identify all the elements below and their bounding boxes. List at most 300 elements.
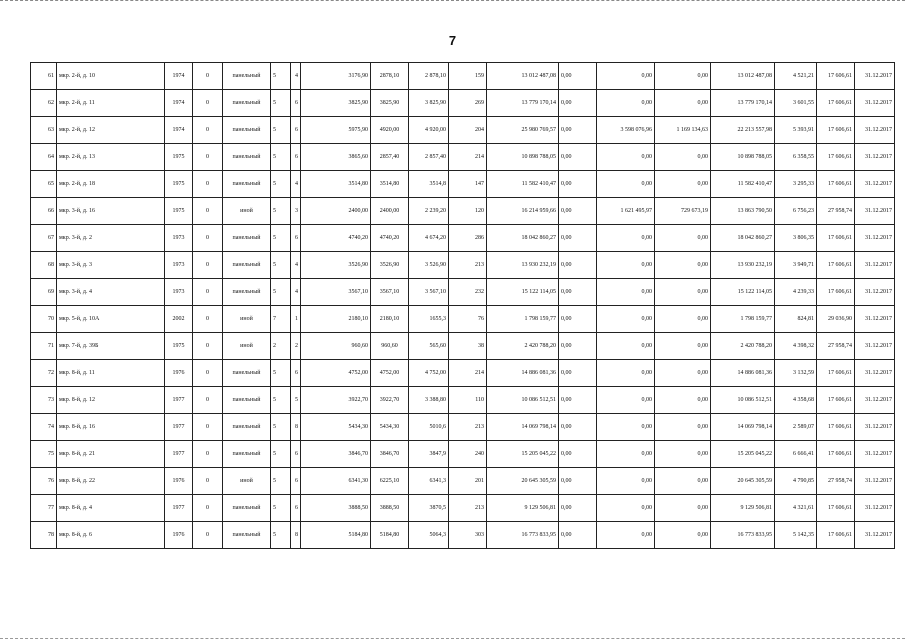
- table-cell: 0,00: [559, 441, 597, 468]
- table-cell: 5: [271, 117, 291, 144]
- table-cell: 1977: [165, 441, 193, 468]
- table-cell: мкр. 8-й, д. 4: [57, 495, 165, 522]
- table-row: [31, 333, 895, 360]
- table-cell: 1973: [165, 279, 193, 306]
- table-cell: 2180,10: [371, 306, 409, 333]
- table-cell: 18 042 860,27: [711, 225, 775, 252]
- table-cell: 1: [291, 306, 301, 333]
- table-cell: 17 606,61: [817, 387, 855, 414]
- table-cell: 31.12.2017: [855, 522, 895, 549]
- table-cell: 0,00: [559, 225, 597, 252]
- table-cell: 286: [449, 225, 487, 252]
- table-cell: 0,00: [559, 387, 597, 414]
- table-cell: 5: [271, 90, 291, 117]
- table-cell: 6341,30: [301, 468, 371, 495]
- table-cell: 0,00: [655, 441, 711, 468]
- table-cell: 5 142,35: [775, 522, 817, 549]
- table-cell: 0,00: [655, 279, 711, 306]
- table-cell: 0: [193, 441, 223, 468]
- table-cell: 17 606,61: [817, 414, 855, 441]
- table-cell: 5: [271, 63, 291, 90]
- table-cell: 16 773 833,95: [711, 522, 775, 549]
- table-cell: 1975: [165, 144, 193, 171]
- table-cell: 0: [193, 279, 223, 306]
- table-cell: 1974: [165, 63, 193, 90]
- table-cell: 0,00: [655, 387, 711, 414]
- table-cell: 9 129 506,81: [711, 495, 775, 522]
- table-cell: 4: [291, 171, 301, 198]
- table-cell: панельный: [223, 225, 271, 252]
- table-cell: 3514,80: [371, 171, 409, 198]
- table-row: [31, 522, 895, 549]
- table-cell: 4 321,61: [775, 495, 817, 522]
- table-cell: 3567,10: [371, 279, 409, 306]
- table-cell: 5: [271, 144, 291, 171]
- table-cell: 0: [193, 144, 223, 171]
- table-cell: 0,00: [597, 522, 655, 549]
- table-cell: 214: [449, 144, 487, 171]
- table-cell: 6: [291, 495, 301, 522]
- table-cell: 4740,20: [301, 225, 371, 252]
- table-cell: 0,00: [559, 252, 597, 279]
- table-cell: 6: [291, 117, 301, 144]
- table-cell: 4 239,33: [775, 279, 817, 306]
- table-cell: 13 012 487,08: [711, 63, 775, 90]
- table-cell: 29 036,90: [817, 306, 855, 333]
- table-cell: 5184,80: [371, 522, 409, 549]
- table-cell: 31.12.2017: [855, 360, 895, 387]
- table-cell: мкр. 2-й, д. 13: [57, 144, 165, 171]
- table-cell: 13 779 170,14: [711, 90, 775, 117]
- table-cell: 4 790,85: [775, 468, 817, 495]
- table-cell: 3 295,33: [775, 171, 817, 198]
- table-cell: 3526,90: [371, 252, 409, 279]
- table-cell: панельный: [223, 495, 271, 522]
- table-cell: 17 606,61: [817, 360, 855, 387]
- table-cell: 20 645 305,59: [487, 468, 559, 495]
- table-cell: мкр. 7-й, д. 39Б: [57, 333, 165, 360]
- table-cell: 4740,20: [371, 225, 409, 252]
- table-cell: мкр. 8-й, д. 12: [57, 387, 165, 414]
- table-row: [31, 387, 895, 414]
- table-cell: 38: [449, 333, 487, 360]
- table-cell: 31.12.2017: [855, 144, 895, 171]
- table-cell: 0: [193, 468, 223, 495]
- table-cell: мкр. 8-й, д. 6: [57, 522, 165, 549]
- table-cell: 15 205 045,22: [487, 441, 559, 468]
- table-cell: мкр. 8-й, д. 16: [57, 414, 165, 441]
- table-cell: мкр. 2-й, д. 10: [57, 63, 165, 90]
- table-row: [31, 252, 895, 279]
- table-cell: 1974: [165, 90, 193, 117]
- table-cell: 5434,30: [371, 414, 409, 441]
- table-cell: 0,00: [597, 360, 655, 387]
- table-cell: 31.12.2017: [855, 441, 895, 468]
- table-cell: 729 673,19: [655, 198, 711, 225]
- table-cell: 3 601,55: [775, 90, 817, 117]
- table-cell: 13 863 790,50: [711, 198, 775, 225]
- table-cell: 1975: [165, 171, 193, 198]
- table-cell: 5: [271, 414, 291, 441]
- table-cell: 0,00: [559, 360, 597, 387]
- table-row: [31, 144, 895, 171]
- table-cell: 5: [271, 522, 291, 549]
- table-cell: 960,60: [371, 333, 409, 360]
- table-cell: 0,00: [655, 252, 711, 279]
- table-cell: 201: [449, 468, 487, 495]
- table-cell: панельный: [223, 360, 271, 387]
- table-cell: 3 526,90: [409, 252, 449, 279]
- table-cell: 10 898 788,05: [487, 144, 559, 171]
- table-cell: 5: [271, 495, 291, 522]
- table-cell: 0,00: [559, 63, 597, 90]
- table-cell: 4920,00: [371, 117, 409, 144]
- table-cell: 0: [193, 306, 223, 333]
- table-cell: мкр. 3-й, д. 3: [57, 252, 165, 279]
- table-cell: 2400,00: [371, 198, 409, 225]
- table-cell: 9 129 506,81: [487, 495, 559, 522]
- table-cell: мкр. 2-й, д. 18: [57, 171, 165, 198]
- table-cell: 17 606,61: [817, 90, 855, 117]
- table-cell: панельный: [223, 144, 271, 171]
- table-cell: 4 752,00: [409, 360, 449, 387]
- table-cell: 2180,10: [301, 306, 371, 333]
- table-cell: 31.12.2017: [855, 171, 895, 198]
- table-cell: 1974: [165, 117, 193, 144]
- table-cell: 0,00: [597, 468, 655, 495]
- table-cell: 2400,00: [301, 198, 371, 225]
- table-cell: 31.12.2017: [855, 252, 895, 279]
- table-cell: 4: [291, 63, 301, 90]
- table-cell: 3514,8: [409, 171, 449, 198]
- table-cell: 4 398,32: [775, 333, 817, 360]
- table-cell: 3922,70: [371, 387, 409, 414]
- table-cell: 8: [291, 522, 301, 549]
- table-cell: 2878,10: [371, 63, 409, 90]
- table-cell: 13 012 487,08: [487, 63, 559, 90]
- table-cell: 1973: [165, 225, 193, 252]
- table-cell: 17 606,61: [817, 279, 855, 306]
- table-row: [31, 360, 895, 387]
- table-cell: 4 358,68: [775, 387, 817, 414]
- table-cell: 17 606,61: [817, 63, 855, 90]
- table-cell: 0,00: [597, 90, 655, 117]
- table-cell: 5: [271, 252, 291, 279]
- table-cell: 3865,60: [301, 144, 371, 171]
- table-cell: 204: [449, 117, 487, 144]
- table-cell: 0,00: [655, 360, 711, 387]
- table-cell: 14 886 081,36: [487, 360, 559, 387]
- table-cell: 15 122 114,05: [487, 279, 559, 306]
- table-cell: 0,00: [559, 306, 597, 333]
- table-cell: 0,00: [597, 63, 655, 90]
- table-cell: 71: [31, 333, 57, 360]
- table-cell: 3847,9: [409, 441, 449, 468]
- table-cell: 0: [193, 90, 223, 117]
- table-cell: 0,00: [597, 279, 655, 306]
- table-cell: 213: [449, 252, 487, 279]
- table-cell: 17 606,61: [817, 171, 855, 198]
- table-cell: 20 645 305,59: [711, 468, 775, 495]
- table-cell: 3526,90: [301, 252, 371, 279]
- table-cell: 1 798 159,77: [711, 306, 775, 333]
- table-cell: иной: [223, 333, 271, 360]
- table-cell: 1975: [165, 333, 193, 360]
- table-cell: панельный: [223, 90, 271, 117]
- table-cell: 73: [31, 387, 57, 414]
- table-cell: 31.12.2017: [855, 306, 895, 333]
- table-row: [31, 198, 895, 225]
- table-cell: панельный: [223, 522, 271, 549]
- table-cell: 0,00: [597, 225, 655, 252]
- table-cell: 5 393,91: [775, 117, 817, 144]
- table-cell: 13 930 232,19: [711, 252, 775, 279]
- table-cell: 0,00: [597, 333, 655, 360]
- table-cell: 0,00: [597, 171, 655, 198]
- table-cell: мкр. 2-й, д. 11: [57, 90, 165, 117]
- table-cell: 3888,50: [301, 495, 371, 522]
- table-cell: 0,00: [559, 279, 597, 306]
- table-cell: 4 521,21: [775, 63, 817, 90]
- table-cell: 213: [449, 495, 487, 522]
- table-cell: 0: [193, 225, 223, 252]
- table-cell: 0,00: [559, 495, 597, 522]
- table-cell: 3 567,10: [409, 279, 449, 306]
- table-cell: 0: [193, 252, 223, 279]
- table-cell: 11 582 410,47: [487, 171, 559, 198]
- table-cell: 31.12.2017: [855, 198, 895, 225]
- table-cell: 17 606,61: [817, 117, 855, 144]
- table-cell: 0,00: [597, 387, 655, 414]
- table-cell: 31.12.2017: [855, 468, 895, 495]
- table-cell: 3825,90: [301, 90, 371, 117]
- table-cell: 5: [271, 387, 291, 414]
- table-cell: 565,60: [409, 333, 449, 360]
- table-cell: 1976: [165, 468, 193, 495]
- table-cell: 6 756,23: [775, 198, 817, 225]
- table-cell: 31.12.2017: [855, 63, 895, 90]
- table-cell: 0,00: [597, 414, 655, 441]
- table-cell: 0,00: [655, 171, 711, 198]
- table-cell: 31.12.2017: [855, 414, 895, 441]
- table-cell: 17 606,61: [817, 144, 855, 171]
- table-cell: 303: [449, 522, 487, 549]
- housing-register-table: [30, 62, 895, 549]
- table-cell: 2: [271, 333, 291, 360]
- table-cell: 15 122 114,05: [711, 279, 775, 306]
- table-cell: 824,81: [775, 306, 817, 333]
- table-cell: 3870,5: [409, 495, 449, 522]
- table-cell: 6 358,55: [775, 144, 817, 171]
- table-cell: 5434,30: [301, 414, 371, 441]
- table-cell: 61: [31, 63, 57, 90]
- table-cell: 0,00: [655, 306, 711, 333]
- table-cell: 31.12.2017: [855, 333, 895, 360]
- table-cell: 1975: [165, 198, 193, 225]
- table-cell: панельный: [223, 441, 271, 468]
- table-cell: 0,00: [655, 495, 711, 522]
- table-cell: 16 214 959,66: [487, 198, 559, 225]
- table-cell: 17 606,61: [817, 441, 855, 468]
- table-cell: 0,00: [559, 522, 597, 549]
- table-cell: 3846,70: [301, 441, 371, 468]
- table-cell: мкр. 3-й, д. 16: [57, 198, 165, 225]
- table-cell: 22 213 557,98: [711, 117, 775, 144]
- table-cell: 10 086 512,51: [711, 387, 775, 414]
- table-cell: 0: [193, 495, 223, 522]
- table-cell: 6: [291, 468, 301, 495]
- table-cell: 10 898 788,05: [711, 144, 775, 171]
- table-cell: мкр. 5-й, д. 10А: [57, 306, 165, 333]
- table-cell: 5: [271, 279, 291, 306]
- table-cell: 8: [291, 414, 301, 441]
- table-cell: 31.12.2017: [855, 495, 895, 522]
- table-cell: 2 239,20: [409, 198, 449, 225]
- table-cell: 1976: [165, 522, 193, 549]
- table-cell: 4 674,20: [409, 225, 449, 252]
- table-cell: 0: [193, 414, 223, 441]
- table-cell: 2002: [165, 306, 193, 333]
- table-cell: 0: [193, 522, 223, 549]
- table-cell: 0,00: [559, 144, 597, 171]
- table-cell: 3: [291, 198, 301, 225]
- table-cell: мкр. 8-й, д. 22: [57, 468, 165, 495]
- table-cell: 64: [31, 144, 57, 171]
- table-cell: мкр. 2-й, д. 12: [57, 117, 165, 144]
- table-cell: 3922,70: [301, 387, 371, 414]
- table-cell: 4: [291, 279, 301, 306]
- table-cell: мкр. 8-й, д. 11: [57, 360, 165, 387]
- table-cell: 0,00: [559, 198, 597, 225]
- table-cell: 74: [31, 414, 57, 441]
- table-cell: 0: [193, 117, 223, 144]
- table-cell: 2: [291, 333, 301, 360]
- table-cell: 1655,3: [409, 306, 449, 333]
- table-cell: 6: [291, 144, 301, 171]
- table-body: [31, 63, 895, 549]
- table-cell: 0,00: [559, 414, 597, 441]
- table-cell: 14 069 798,14: [711, 414, 775, 441]
- table-cell: 6 666,41: [775, 441, 817, 468]
- table-cell: 75: [31, 441, 57, 468]
- table-cell: 1977: [165, 387, 193, 414]
- table-cell: 6: [291, 90, 301, 117]
- table-row: [31, 63, 895, 90]
- table-cell: 0: [193, 63, 223, 90]
- table-cell: мкр. 3-й, д. 2: [57, 225, 165, 252]
- table-cell: 0,00: [655, 63, 711, 90]
- table-cell: 13 779 170,14: [487, 90, 559, 117]
- table-cell: 5: [271, 441, 291, 468]
- table-cell: 0,00: [655, 225, 711, 252]
- table-cell: панельный: [223, 414, 271, 441]
- table-cell: 78: [31, 522, 57, 549]
- table-cell: 5064,3: [409, 522, 449, 549]
- table-cell: 6: [291, 225, 301, 252]
- table-cell: 1 621 495,97: [597, 198, 655, 225]
- table-cell: 11 582 410,47: [711, 171, 775, 198]
- table-cell: 70: [31, 306, 57, 333]
- table-cell: 0,00: [597, 495, 655, 522]
- table-row: [31, 225, 895, 252]
- table-cell: 31.12.2017: [855, 90, 895, 117]
- table-cell: 3888,50: [371, 495, 409, 522]
- table-cell: 7: [271, 306, 291, 333]
- table-cell: 1 169 134,63: [655, 117, 711, 144]
- table-cell: 14 886 081,36: [711, 360, 775, 387]
- table-cell: 67: [31, 225, 57, 252]
- table-cell: 0,00: [559, 90, 597, 117]
- table-cell: 0,00: [655, 144, 711, 171]
- table-cell: 13 930 232,19: [487, 252, 559, 279]
- table-row: [31, 117, 895, 144]
- table-row: [31, 468, 895, 495]
- table-cell: 0,00: [597, 144, 655, 171]
- table-cell: 3 388,80: [409, 387, 449, 414]
- table-cell: 2 878,10: [409, 63, 449, 90]
- table-cell: 3514,80: [301, 171, 371, 198]
- table-cell: 147: [449, 171, 487, 198]
- table-cell: 6341,3: [409, 468, 449, 495]
- table-cell: панельный: [223, 279, 271, 306]
- table-cell: 69: [31, 279, 57, 306]
- table-cell: 3 825,90: [409, 90, 449, 117]
- table-cell: 0,00: [597, 252, 655, 279]
- table-cell: 0: [193, 360, 223, 387]
- table-cell: 31.12.2017: [855, 117, 895, 144]
- table-cell: 1976: [165, 360, 193, 387]
- table-cell: 2857,40: [371, 144, 409, 171]
- table-cell: мкр. 8-й, д. 21: [57, 441, 165, 468]
- table-cell: 0: [193, 387, 223, 414]
- table-cell: 0,00: [559, 171, 597, 198]
- table-cell: панельный: [223, 387, 271, 414]
- table-row: [31, 279, 895, 306]
- table-cell: 77: [31, 495, 57, 522]
- table-cell: 5: [271, 360, 291, 387]
- table-cell: 5010,6: [409, 414, 449, 441]
- table-cell: 3825,90: [371, 90, 409, 117]
- table-cell: 0,00: [597, 441, 655, 468]
- table-cell: 6: [291, 360, 301, 387]
- table-cell: 2 857,40: [409, 144, 449, 171]
- table-cell: иной: [223, 468, 271, 495]
- table-cell: 0,00: [655, 333, 711, 360]
- table-cell: 0,00: [559, 333, 597, 360]
- table-cell: 18 042 860,27: [487, 225, 559, 252]
- scan-top-edge: [0, 0, 905, 3]
- table-cell: 5: [271, 225, 291, 252]
- table-cell: 5184,80: [301, 522, 371, 549]
- table-cell: 5: [271, 468, 291, 495]
- table-cell: 15 205 045,22: [711, 441, 775, 468]
- table-cell: мкр. 3-й, д. 4: [57, 279, 165, 306]
- table-cell: иной: [223, 198, 271, 225]
- table-cell: 0,00: [559, 117, 597, 144]
- table-cell: 76: [449, 306, 487, 333]
- table-cell: 0: [193, 171, 223, 198]
- table-cell: 72: [31, 360, 57, 387]
- table-cell: 3 806,35: [775, 225, 817, 252]
- table-cell: 0: [193, 333, 223, 360]
- table-cell: иной: [223, 306, 271, 333]
- table-row: [31, 495, 895, 522]
- table-cell: 2 420 788,20: [487, 333, 559, 360]
- table-cell: 269: [449, 90, 487, 117]
- table-cell: 27 958,74: [817, 333, 855, 360]
- page-number: 7: [448, 33, 457, 48]
- table-cell: 240: [449, 441, 487, 468]
